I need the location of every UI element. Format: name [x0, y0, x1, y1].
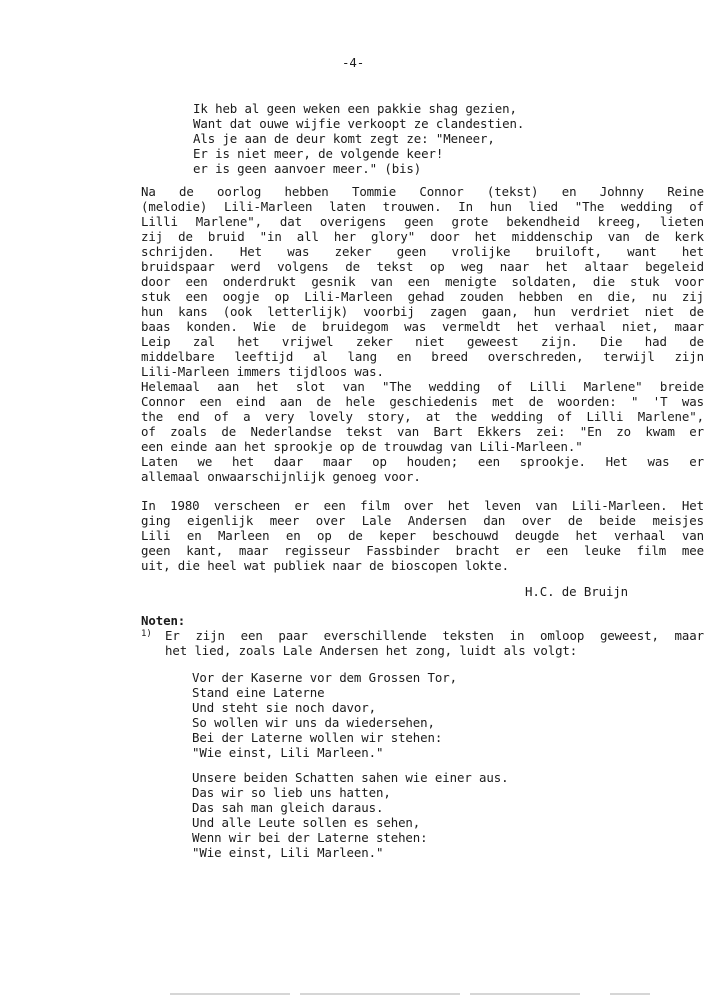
- paragraph-line: bruidspaar werd volgens de tekst op weg naar het altaar begeleid: [141, 259, 704, 274]
- paragraph-line: hun kans (ook letterlijk) voorbij zagen gaan, hun verdriet niet de: [141, 304, 704, 319]
- verse-line: er is geen aanvoer meer." (bis): [193, 161, 422, 176]
- verse-line: Als je aan de deur komt zegt ze: "Meneer,: [193, 131, 495, 146]
- paragraph-line: geen kant, maar regisseur Fassbinder bracht er een leuke film mee: [141, 543, 704, 558]
- verse-line: Unsere beiden Schatten sahen wie einer aus.: [192, 770, 509, 785]
- paragraph-line: Leip zal het vrijwel zeker niet geweest zijn. Die had de: [141, 334, 704, 349]
- verse-line: So wollen wir uns da wiedersehen,: [192, 715, 435, 730]
- paragraph-line: baas konden. Wie de bruidegom was vermeldt het verhaal niet, maar: [141, 319, 704, 334]
- paragraph-line: of zoals de Nederlandse tekst van Bart Ekkers zei: "En zo kwam er: [141, 424, 704, 439]
- verse-line: Und steht sie noch davor,: [192, 700, 376, 715]
- verse-line: Stand eine Laterne: [192, 685, 325, 700]
- paragraph-line: the end of a very lovely story, at the wedding of Lilli Marlene",: [141, 409, 704, 424]
- verse-line: Vor der Kaserne vor dem Grossen Tor,: [192, 670, 457, 685]
- verse-line: Das sah man gleich daraus.: [192, 800, 384, 815]
- footnote-line: het lied, zoals Lale Andersen het zong, luidt als volgt:: [165, 643, 578, 658]
- paragraph-line: (melodie) Lili-Marleen laten trouwen. In hun lied "The wedding of: [141, 199, 704, 214]
- paragraph-line: ging eigenlijk meer over Lale Andersen dan over de beide meisjes: [141, 513, 704, 528]
- verse-line: Wenn wir bei der Laterne stehen:: [192, 830, 428, 845]
- paragraph-line: stuk een oogje op Lili-Marleen gehad zouden hebben en die, nu zij: [141, 289, 704, 304]
- paragraph-line: Lili-Marleen immers tijdloos was.: [141, 364, 384, 379]
- scan-artifact-mark: [610, 993, 650, 995]
- notes-heading: Noten:: [141, 613, 186, 628]
- paragraph-line: Laten we het daar maar op houden; een sprookje. Het was er: [141, 454, 704, 469]
- scan-artifact-mark: [470, 993, 580, 995]
- paragraph-line: In 1980 verscheen er een film over het leven van Lili-Marleen. Het: [141, 498, 704, 513]
- footnote-marker: 1): [141, 629, 152, 639]
- author-signature: H.C. de Bruijn: [525, 584, 629, 599]
- paragraph-line: allemaal onwaarschijnlijk genoeg voor.: [141, 469, 421, 484]
- scan-artifact-mark: [300, 993, 460, 995]
- scan-artifact-mark: [170, 993, 290, 995]
- verse-line: Want dat ouwe wijfie verkoopt ze clandestien.: [193, 116, 525, 131]
- page-number: -4-: [342, 55, 365, 70]
- paragraph-line: schrijden. Het was zeker geen vrolijke bruiloft, want het: [141, 244, 704, 259]
- footnote-line: Er zijn een paar everschillende teksten in omloop geweest, maar: [165, 628, 704, 643]
- paragraph-line: Na de oorlog hebben Tommie Connor (tekst) en Johnny Reine: [141, 184, 704, 199]
- verse-line: Bei der Laterne wollen wir stehen:: [192, 730, 443, 745]
- paragraph-line: Lili en Marleen en op de keper beschouwd deugde het verhaal van: [141, 528, 704, 543]
- verse-line: Er is niet meer, de volgende keer!: [193, 146, 444, 161]
- paragraph-line: Lilli Marlene", dat overigens geen grote bekendheid kreeg, lieten: [141, 214, 704, 229]
- paragraph-line: zij de bruid "in all her glory" door het middenschip van de kerk: [141, 229, 704, 244]
- verse-line: "Wie einst, Lili Marleen.": [192, 745, 384, 760]
- paragraph-line: Connor een eind aan de hele geschiedenis met de woorden: " 'T was: [141, 394, 704, 409]
- paragraph-line: middelbare leeftijd al lang en breed overschreden, terwijl zijn: [141, 349, 704, 364]
- paragraph-line: door een onderdrukt gesnik van een menigte soldaten, die stuk voor: [141, 274, 704, 289]
- paragraph-line: Helemaal aan het slot van "The wedding of Lilli Marlene" breide: [141, 379, 704, 394]
- paragraph-line: uit, die heel wat publiek naar de bioscopen lokte.: [141, 558, 509, 573]
- paragraph-line: een einde aan het sprookje op de trouwdag van Lili-Marleen.": [141, 439, 583, 454]
- verse-line: Und alle Leute sollen es sehen,: [192, 815, 421, 830]
- verse-line: Ik heb al geen weken een pakkie shag gezien,: [193, 101, 517, 116]
- verse-line: "Wie einst, Lili Marleen.": [192, 845, 384, 860]
- verse-line: Das wir so lieb uns hatten,: [192, 785, 391, 800]
